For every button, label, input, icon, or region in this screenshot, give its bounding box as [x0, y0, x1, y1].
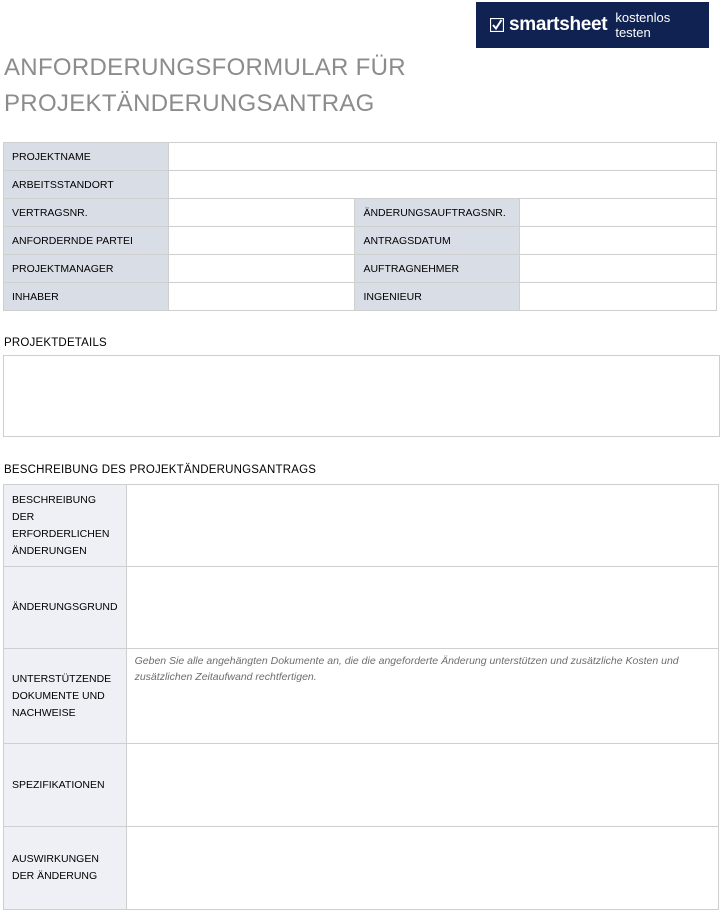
free-trial-link[interactable]: kostenlos testen — [615, 10, 671, 40]
page-title — [4, 50, 406, 122]
brand-name: smartsheet — [508, 14, 608, 35]
change-reason-label: ÄNDERUNGSGRUND — [4, 567, 127, 649]
smartsheet-trial-banner[interactable] — [476, 2, 709, 48]
contract-no-label: VERTRAGSNR. — [4, 199, 169, 227]
smartsheet-logo-icon — [490, 18, 504, 32]
owner-label: INHABER — [4, 283, 169, 311]
project-name-label: PROJEKTNAME — [4, 143, 169, 171]
title-line-2: PROJEKTÄNDERUNGSANTRAG — [4, 90, 375, 117]
project-manager-label: PROJEKTMANAGER — [4, 255, 169, 283]
change-order-no-field[interactable] — [520, 199, 717, 227]
supporting-documents-field[interactable]: Geben Sie alle angehängten Dokumente an, die die angeforderte Änderung unterstützen und zusätzliche Kosten und zusätzlichen Zeitaufwand rechtfertigen. — [126, 649, 718, 744]
required-changes-field[interactable] — [126, 485, 718, 567]
specifications-label: SPEZIFIKATIONEN — [4, 744, 127, 827]
engineer-field[interactable] — [520, 283, 717, 311]
engineer-label: INGENIEUR — [355, 283, 520, 311]
project-details-field[interactable] — [3, 355, 720, 437]
change-impact-label: AUSWIRKUNGEN DER ÄNDERUNG — [4, 827, 127, 910]
description-table — [3, 484, 719, 910]
contract-no-field[interactable] — [168, 199, 355, 227]
project-manager-field[interactable] — [168, 255, 355, 283]
required-changes-label: BESCHREIBUNG DER ERFORDERLICHEN ÄNDERUNGEN — [4, 485, 127, 567]
change-order-no-label: ÄNDERUNGSAUFTRAGSNR. — [355, 199, 520, 227]
project-info-table — [3, 142, 717, 311]
title-line-1: ANFORDERUNGSFORMULAR FÜR — [4, 54, 406, 81]
project-name-field[interactable] — [168, 143, 716, 171]
change-impact-field[interactable] — [126, 827, 718, 910]
request-date-label: ANTRAGSDATUM — [355, 227, 520, 255]
requesting-party-field[interactable] — [168, 227, 355, 255]
work-location-field[interactable] — [168, 171, 716, 199]
contractor-label: AUFTRAGNEHMER — [355, 255, 520, 283]
description-heading: BESCHREIBUNG DES PROJEKTÄNDERUNGSANTRAGS — [4, 464, 317, 476]
owner-field[interactable] — [168, 283, 355, 311]
requesting-party-label: ANFORDERNDE PARTEI — [4, 227, 169, 255]
change-reason-field[interactable] — [126, 567, 718, 649]
project-details-heading: PROJEKTDETAILS — [4, 337, 107, 349]
contractor-field[interactable] — [520, 255, 717, 283]
specifications-field[interactable] — [126, 744, 718, 827]
supporting-documents-label: UNTERSTÜTZENDE DOKUMENTE UND NACHWEISE — [4, 649, 127, 744]
request-date-field[interactable] — [520, 227, 717, 255]
work-location-label: ARBEITSSTANDORT — [4, 171, 169, 199]
